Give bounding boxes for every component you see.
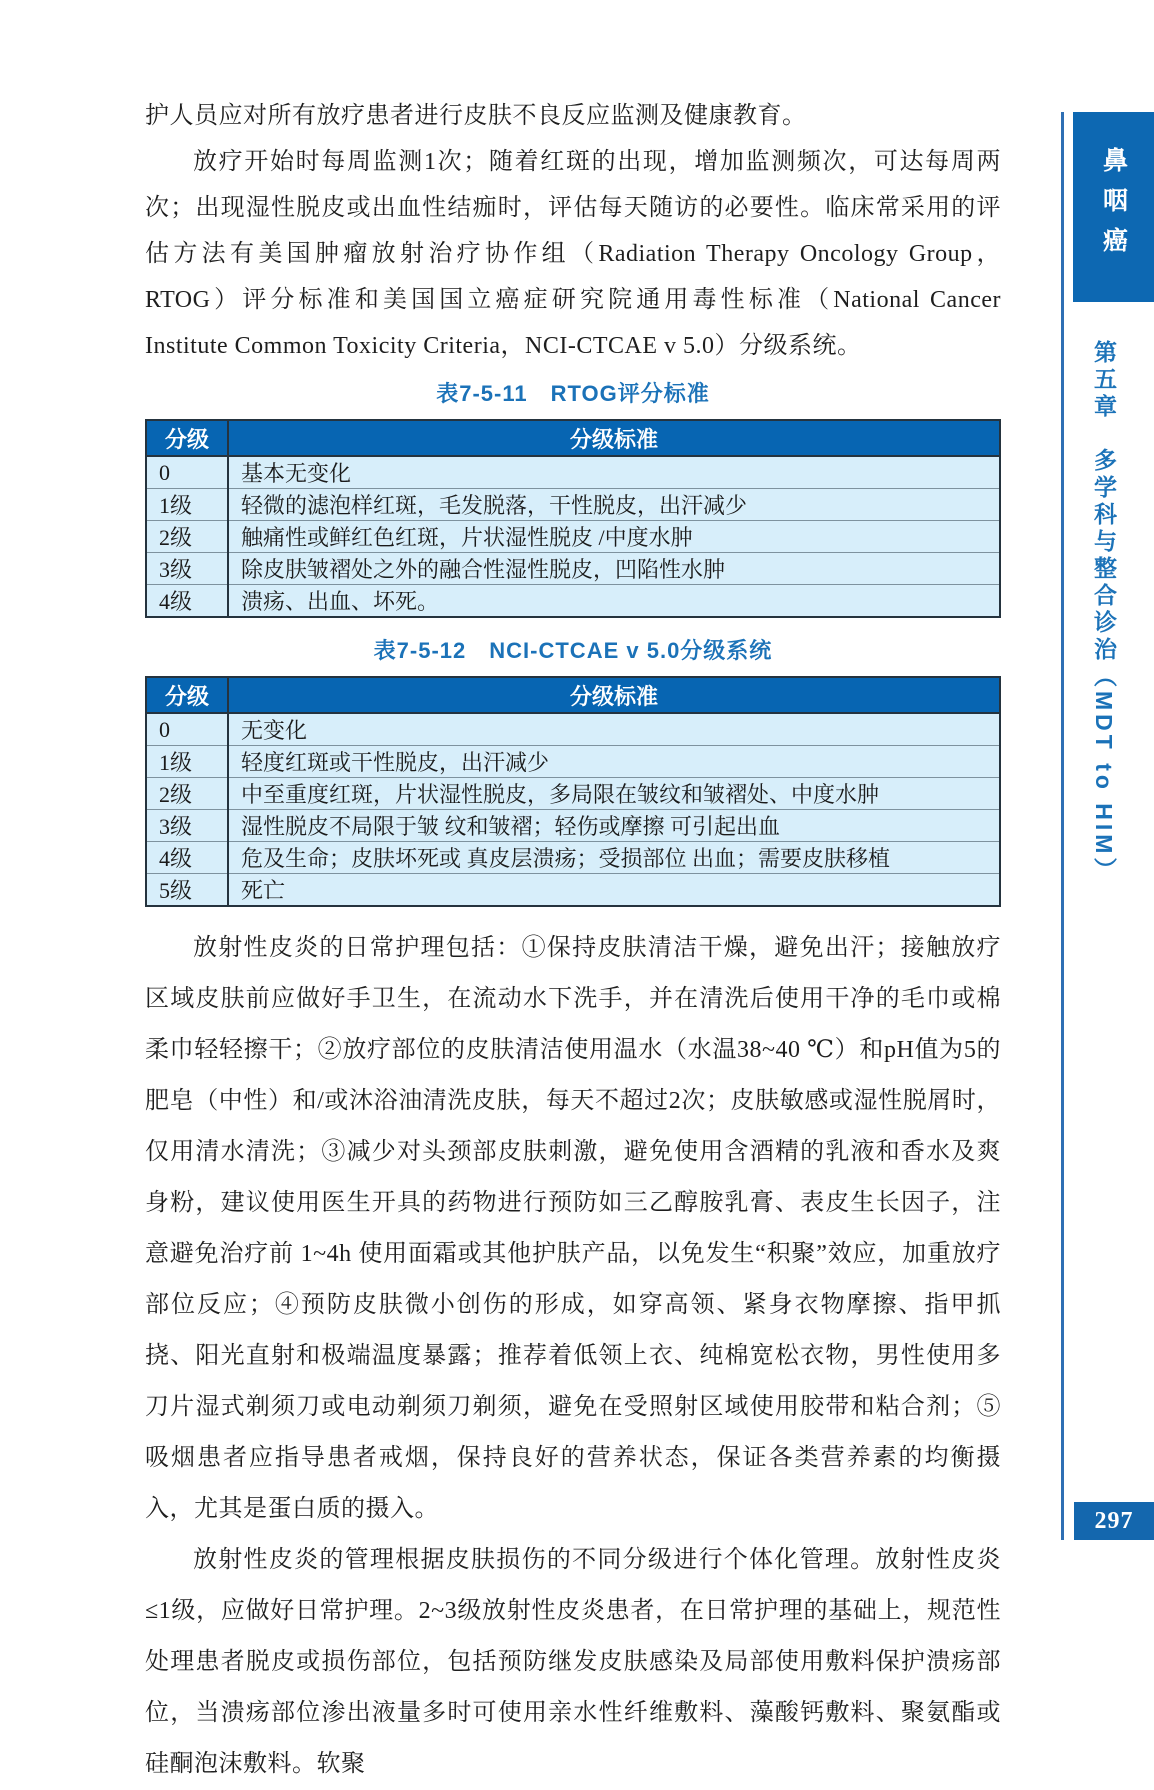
table-cell: 湿性脱皮不局限于皱 纹和皱褶；轻伤或摩擦 可引起出血	[228, 810, 1000, 842]
table-row	[146, 874, 1000, 907]
table-cell: 2级	[146, 778, 228, 810]
table-header-row	[146, 420, 1000, 456]
chapter-tab	[1073, 112, 1154, 302]
table-row	[146, 489, 1000, 521]
main-content	[145, 93, 1001, 1790]
table-title-nci-ctcae: 表7-5-12 NCI-CTCAE v 5.0分级系统	[373, 638, 773, 663]
table-cell: 除皮肤皱褶处之外的融合性湿性脱皮，凹陷性水肿	[228, 553, 1000, 585]
paragraph-monitoring: 放疗开始时每周监测1次；随着红斑的出现，增加监测频次，可达每周两次；出现湿性脱皮或出血性结痂时，评估每天随访的必要性。临床常采用的评估方法有美国肿瘤放射治疗协作组（Radiation Therapy Oncology Group，RTOG）评分标准和美国国立癌症研究院通用毒性标准（National Cancer Institute Common Toxicity Criteria，NCI-CTCAE v 5.0）分级系统。	[145, 149, 1001, 359]
table-cell: 0	[146, 713, 228, 746]
table-block-nci-ctcae	[145, 636, 1001, 907]
table-cell: 4级	[146, 585, 228, 618]
paragraph-management: 放射性皮炎的管理根据皮肤损伤的不同分级进行个体化管理。放射性皮炎≤1级，应做好日常护理。2~3级放射性皮炎患者，在日常护理的基础上，规范性处理患者脱皮或损伤部位，包括预防继发皮肤感染及局部使用敷料保护溃疡部位，当溃疡部位渗出液量多时可使用亲水性纤维敷料、藻酸钙敷料、聚氨酯或硅酮泡沫敷料。软聚	[145, 1547, 1001, 1777]
table-cell: 4级	[146, 842, 228, 874]
rtog-grading-table	[145, 419, 1001, 618]
chapter-tab-label: 鼻咽癌	[1099, 147, 1128, 267]
table-cell: 无变化	[228, 713, 1000, 746]
table-row	[146, 842, 1000, 874]
table-cell: 2级	[146, 521, 228, 553]
table-cell: 轻度红斑或干性脱皮，出汗减少	[228, 746, 1000, 778]
table-cell: 溃疡、出血、坏死。	[228, 585, 1000, 618]
table-row	[146, 553, 1000, 585]
table-block-rtog	[145, 379, 1001, 618]
table-row	[146, 778, 1000, 810]
table-cell: 5级	[146, 874, 228, 907]
table-cell: 基本无变化	[228, 456, 1000, 489]
table-cell: 1级	[146, 489, 228, 521]
column-header: 分级	[146, 420, 228, 456]
column-header: 分级标准	[228, 677, 1000, 713]
table-cell: 死亡	[228, 874, 1000, 907]
paragraph-intro-continuation: 护人员应对所有放疗患者进行皮肤不良反应监测及健康教育。	[145, 103, 807, 129]
column-header: 分级	[146, 677, 228, 713]
chapter-heading-vertical: 第五章 多学科与整合诊治（MDT to HIM）	[1091, 340, 1117, 885]
table-cell: 0	[146, 456, 228, 489]
sidebar-vertical-rule	[1061, 112, 1064, 1540]
table-cell: 1级	[146, 746, 228, 778]
table-cell: 轻微的滤泡样红斑，毛发脱落，干性脱皮，出汗减少	[228, 489, 1000, 521]
table-row	[146, 810, 1000, 842]
table-row	[146, 585, 1000, 618]
table-cell: 3级	[146, 810, 228, 842]
table-cell: 触痛性或鲜红色红斑，片状湿性脱皮 /中度水肿	[228, 521, 1000, 553]
paragraph-daily-care: 放射性皮炎的日常护理包括：①保持皮肤清洁干燥，避免出汗；接触放疗区域皮肤前应做好手卫生，在流动水下洗手，并在清洗后使用干净的毛巾或棉柔巾轻轻擦干；②放疗部位的皮肤清洁使用温水（水温38~40 ℃）和pH值为5的肥皂（中性）和/或沐浴油清洗皮肤，每天不超过2次；皮肤敏感或湿性脱屑时，仅用清水清洗；③减少对头颈部皮肤刺激，避免使用含酒精的乳液和香水及爽身粉，建议使用医生开具的药物进行预防如三乙醇胺乳膏、表皮生长因子，注意避免治疗前 1~4h 使用面霜或其他护肤产品，以免发生“积聚”效应，加重放疗部位反应；④预防皮肤微小创伤的形成，如穿高领、紧身衣物摩擦、指甲抓挠、阳光直射和极端温度暴露；推荐着低领上衣、纯棉宽松衣物，男性使用多刀片湿式剃须刀或电动剃须刀剃须，避免在受照射区域使用胶带和粘合剂；⑤吸烟患者应指导患者戒烟，保持良好的营养状态，保证各类营养素的均衡摄入，尤其是蛋白质的摄入。	[145, 935, 1001, 1522]
nci-ctcae-grading-table	[145, 676, 1001, 907]
column-header: 分级标准	[228, 420, 1000, 456]
table-row	[146, 713, 1000, 746]
table-cell: 危及生命；皮肤坏死或 真皮层溃疡；受损部位 出血；需要皮肤移植	[228, 842, 1000, 874]
table-header-row	[146, 677, 1000, 713]
table-row	[146, 456, 1000, 489]
table-title-rtog: 表7-5-11 RTOG评分标准	[436, 381, 710, 406]
table-row	[146, 746, 1000, 778]
table-cell: 中至重度红斑，片状湿性脱皮，多局限在皱纹和皱褶处、中度水肿	[228, 778, 1000, 810]
table-row	[146, 521, 1000, 553]
page-number-badge: 297	[1074, 1502, 1154, 1540]
table-cell: 3级	[146, 553, 228, 585]
